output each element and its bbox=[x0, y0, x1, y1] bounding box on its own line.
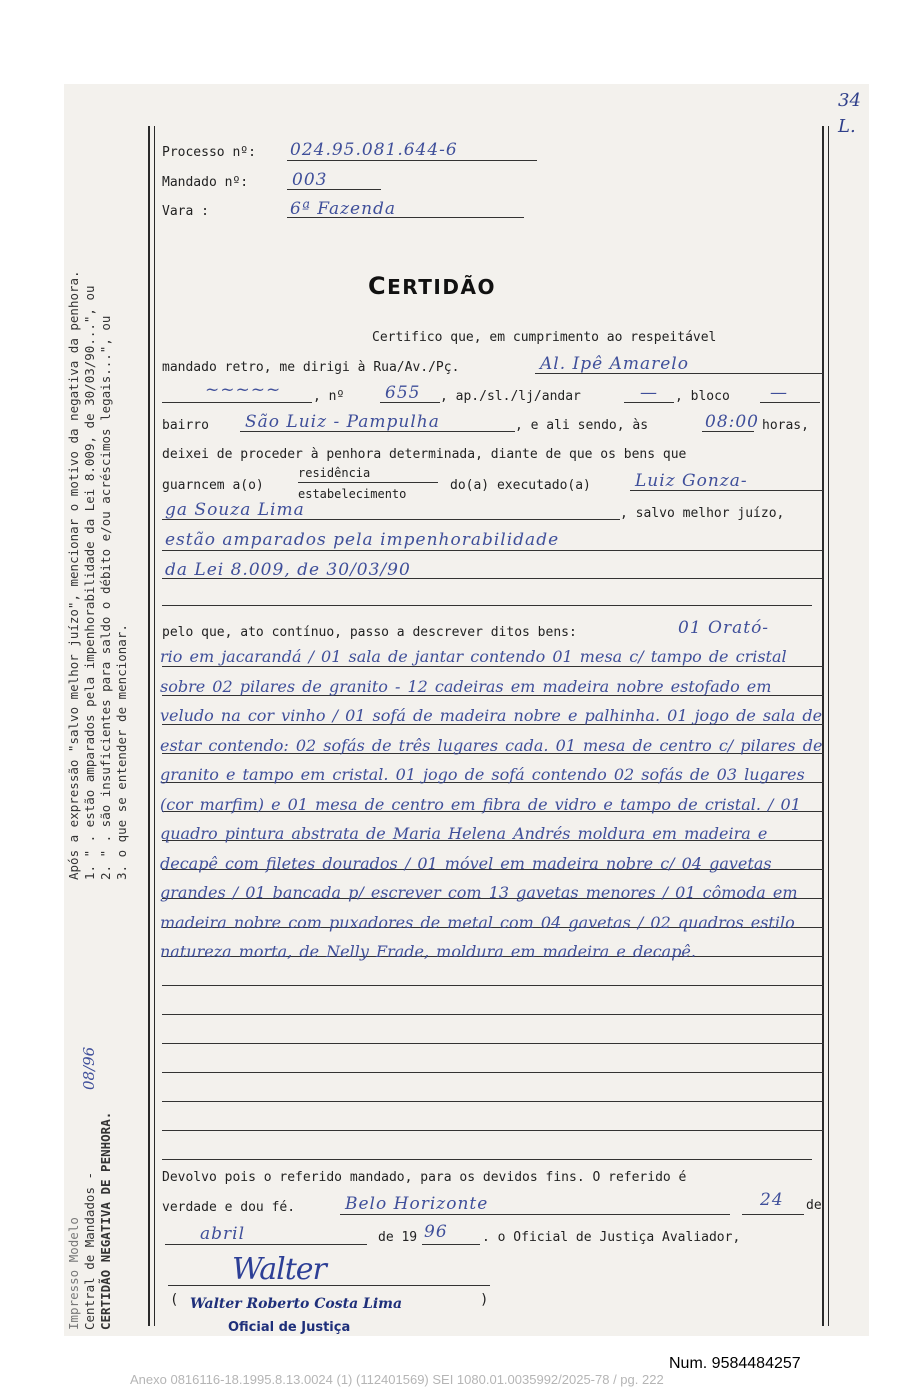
stamp-name: Walter Roberto Costa Lima bbox=[190, 1296, 403, 1312]
title-rest: ERTIDÃO bbox=[387, 275, 496, 299]
horas-label: horas, bbox=[762, 418, 809, 433]
month-value: abril bbox=[200, 1224, 246, 1244]
title-initial: C bbox=[368, 272, 388, 300]
de19-label: de 19 bbox=[378, 1230, 418, 1245]
apartment-value: — bbox=[640, 383, 658, 403]
descrever-text: pelo que, ato contínuo, passo a descrever ditos bens: bbox=[162, 625, 577, 640]
motivo-underline-1 bbox=[162, 550, 822, 551]
number-underline bbox=[380, 402, 440, 403]
bloco-underline bbox=[760, 402, 820, 403]
city-underline bbox=[340, 1214, 730, 1215]
motivo-underline-2 bbox=[162, 578, 822, 579]
form-code: 08/96 bbox=[80, 1046, 98, 1090]
document-number: Num. 9584484257 bbox=[669, 1355, 801, 1372]
stamp-role: Oficial de Justiça bbox=[228, 1320, 351, 1335]
signature-paren-open: ( bbox=[170, 1292, 179, 1308]
sidebar-instruction-3: 2. " . são insuficientes para saldo o débito e/ou acréscimos legais...", ou bbox=[98, 315, 113, 880]
motivo-underline-3 bbox=[162, 605, 812, 606]
ruled-line bbox=[162, 985, 824, 986]
time-value: 08:00 bbox=[705, 412, 759, 432]
bairro-value: São Luiz - Pampulha bbox=[245, 412, 440, 432]
bairro-label: bairro bbox=[162, 418, 209, 433]
ruled-line bbox=[162, 1072, 824, 1073]
left-border-line-inner bbox=[154, 126, 155, 1326]
number-value: 655 bbox=[385, 383, 421, 403]
right-border-line-inner bbox=[828, 126, 829, 1326]
bairro-underline bbox=[240, 431, 515, 432]
mandado-label: Mandado nº: bbox=[162, 175, 249, 190]
deixei-text: deixei de proceder à penhora determinada, diante de que os bens que bbox=[162, 447, 687, 462]
motivo-line-1: estão amparados pela impenhorabilidade bbox=[165, 530, 560, 550]
left-border-line bbox=[148, 126, 150, 1326]
apartment-underline bbox=[624, 402, 674, 403]
bloco-label: , bloco bbox=[675, 389, 730, 404]
month-underline bbox=[165, 1244, 367, 1245]
document-title bbox=[368, 272, 496, 300]
motivo-line-2: da Lei 8.009, de 30/03/90 bbox=[165, 560, 411, 580]
signature-line bbox=[168, 1285, 490, 1286]
street-continuation-underline bbox=[162, 402, 312, 403]
form-model-label: Impresso Modelo bbox=[66, 1217, 81, 1330]
bens-start: 01 Orató- bbox=[678, 618, 770, 638]
page-number-mark bbox=[838, 88, 861, 140]
executado-underline-1 bbox=[630, 490, 823, 491]
ruled-line bbox=[162, 1043, 824, 1044]
de-label: de bbox=[806, 1198, 822, 1213]
processo-value: 024.95.081.644-6 bbox=[290, 140, 458, 160]
page-number: 34 bbox=[838, 90, 861, 111]
vara-label: Vara : bbox=[162, 204, 209, 219]
annex-reference: Anexo 0816116-18.1995.8.13.0024 (1) (112401569) SEI 1080.01.0035992/2025-78 / pg. 222 bbox=[130, 1372, 664, 1387]
street-continuation-mark: ~~~~~ bbox=[205, 380, 282, 400]
form-title-label: CERTIDÃO NEGATIVA DE PENHORA. bbox=[98, 1111, 113, 1330]
vara-underline bbox=[287, 217, 524, 218]
salvo-juizo-text: , salvo melhor juízo, bbox=[620, 506, 785, 521]
ali-sendo-label: , e ali sendo, às bbox=[515, 418, 649, 433]
processo-label: Processo nº: bbox=[162, 145, 256, 160]
executado-name-1: Luiz Gonza- bbox=[635, 471, 748, 491]
processo-underline bbox=[287, 160, 537, 161]
time-underline bbox=[702, 431, 754, 432]
ruled-line bbox=[162, 1130, 824, 1131]
executado-name-2: ga Souza Lima bbox=[165, 500, 305, 520]
vara-value: 6ª Fazenda bbox=[290, 199, 397, 219]
sidebar-instruction-4: 3. o que se entender de mencionar. bbox=[114, 624, 129, 880]
certifico-text: Certifico que, em cumprimento ao respeitável bbox=[372, 330, 717, 345]
sidebar-instruction-1: Após a expressão "salvo melhor juízo", mencionar o motivo da negativa da penhora. bbox=[66, 270, 81, 880]
sidebar-instruction-2: 1. " . estão amparados pela impenhorabilidade da Lei 8.009, de 30/03/90...", ou bbox=[82, 285, 97, 880]
guarnecem-label: guarncem a(o) bbox=[162, 478, 264, 493]
day-underline bbox=[742, 1214, 804, 1215]
devolvo-text: Devolvo pois o referido mandado, para os devidos fins. O referido é bbox=[162, 1170, 687, 1185]
bloco-value: — bbox=[770, 383, 788, 403]
option-divider bbox=[298, 482, 438, 483]
verdade-label: verdade e dou fé. bbox=[162, 1200, 296, 1215]
ruled-line bbox=[162, 1159, 812, 1160]
residencia-option: residência bbox=[298, 466, 371, 480]
mandado-underline bbox=[287, 189, 381, 190]
street-underline bbox=[535, 373, 823, 374]
mandado-value: 003 bbox=[292, 170, 328, 190]
page-letter: L. bbox=[838, 116, 856, 137]
city-value: Belo Horizonte bbox=[345, 1194, 489, 1214]
handwritten-signature: Walter bbox=[232, 1252, 326, 1287]
street-value: Al. Ipê Amarelo bbox=[540, 354, 689, 374]
executado-underline-2 bbox=[162, 519, 620, 520]
executado-label: do(a) executado(a) bbox=[450, 478, 591, 493]
apartment-label: , ap./sl./lj/andar bbox=[440, 389, 581, 404]
day-value: 24 bbox=[760, 1190, 784, 1210]
year-underline bbox=[422, 1244, 480, 1245]
form-central-label: Central de Mandados - bbox=[82, 1171, 97, 1330]
year-value: 96 bbox=[424, 1222, 448, 1242]
mandado-retro-text: mandado retro, me dirigi à Rua/Av./Pç. bbox=[162, 360, 460, 375]
ruled-line bbox=[162, 1101, 824, 1102]
estabelecimento-option: estabelecimento bbox=[298, 487, 407, 501]
signature-paren-close: ) bbox=[480, 1292, 489, 1308]
ruled-line bbox=[162, 1014, 824, 1015]
numero-label: , nº bbox=[313, 389, 345, 404]
goods-description: rio em jacarandá / 01 sala de jantar contendo 01 mesa c/ tampo de cristal sobre 02 pilares de granito - 12 cadeiras em madeira nobre estofado em veludo na cor vinho / 01 sofá de madeira nobre e palhinha. 01 jogo de sala de estar contendo: 02 sofás de três lugares cada. 01 mesa de centro c/ pilares de granito e tampo em cristal. 01 jogo de sofá contendo 02 sofás de 03 lugares (cor marfim) e 01 mesa de centro em fibra de vidro e tampo de cristal. / 01 quadro pintura abstrata de Maria Helena Andrés moldura em madeira e decapê com filetes dourados / 01 móvel em madeira nobre c/ 04 gavetas grandes / 01 bancada p/ escrever com 13 gavetas menores / 01 cômoda em madeira nobre com puxadores de metal com 04 gavetas / 02 quadros estilo natureza morta, de Nelly Frade, moldura em madeira e decapê. bbox=[160, 647, 823, 961]
oficial-label: . o Oficial de Justiça Avaliador, bbox=[482, 1230, 741, 1245]
